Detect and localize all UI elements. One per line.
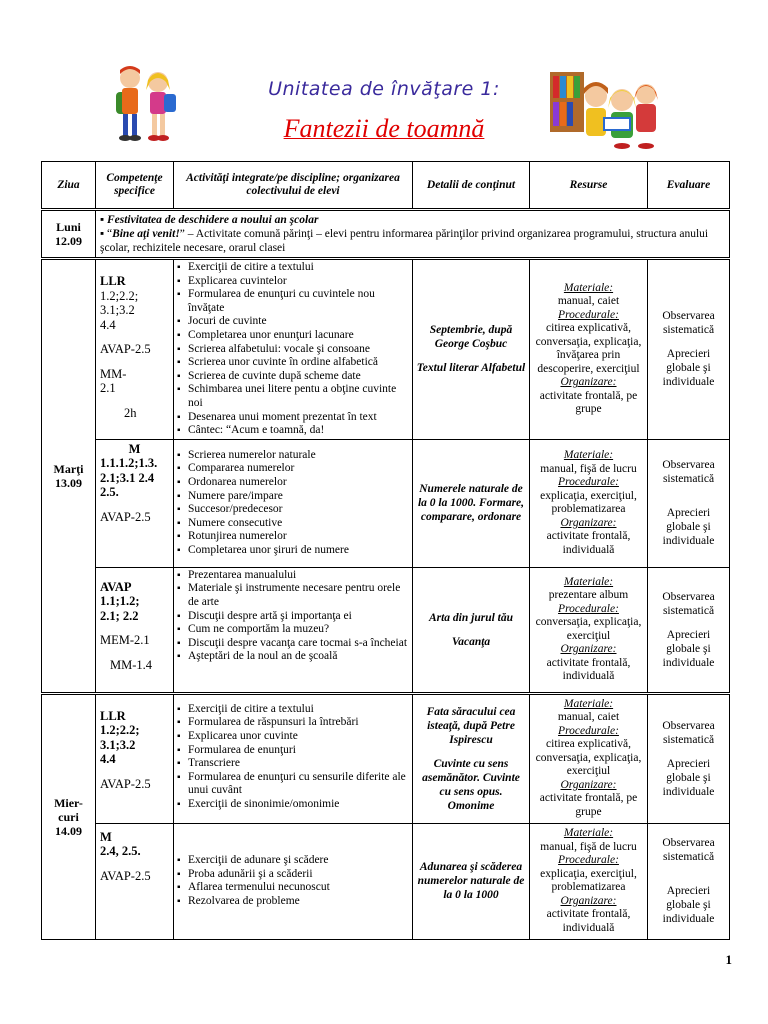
col-header-evaluation: Evaluare [648, 162, 730, 210]
procedures-label: Procedurale: [558, 724, 619, 737]
list-item: ▪ Proba adunării şi a scăderii [177, 868, 409, 882]
competence-code: AVAP-2.5 [100, 868, 151, 883]
col-header-activities: Activităţi integrate/pe discipline; organizarea colectivului de elevi [174, 162, 413, 210]
list-item: ▪ Rotunjirea numerelor [177, 530, 409, 544]
procedures-label: Procedurale: [558, 602, 619, 615]
content-details-cell: Numerele naturale de la 0 la 1000. Formare, comparare, ordonare [413, 439, 530, 567]
procedures-label: Procedurale: [558, 308, 619, 321]
competences-cell [96, 823, 174, 939]
resources-cell [530, 439, 648, 567]
list-item: ▪ Materiale şi instrumente necesare pentru orele de arte [177, 582, 409, 609]
resources-cell [530, 259, 648, 440]
activities-cell [174, 439, 413, 567]
organization-text: activitate frontală, individuală [546, 656, 631, 683]
day-name: Luni [56, 220, 81, 234]
day-name: Mier-curi [54, 795, 83, 824]
evaluation-observation: Observarea sistematică [662, 837, 715, 864]
materials-label: Materiale: [563, 281, 614, 294]
competences-cell [96, 567, 174, 693]
unit-title: Unitatea de învăţare 1: [268, 78, 500, 100]
parents-activity-text: – Activitate comună părinţi – elevi pentru informarea părinţilor privind organizarea programului, structura anului şcolar, rechizitele necesare, orarul clasei [100, 228, 709, 254]
list-item: ▪ Exerciţii de adunare şi scădere [177, 854, 409, 868]
competences-cell [96, 259, 174, 440]
organization-label: Organizare: [560, 894, 617, 907]
content-details-cell [413, 259, 530, 440]
list-item: ▪ Succesor/predecesor [177, 503, 409, 517]
list-item: ▪ Formularea de enunţuri cu sensurile diferite ale unui cuvânt [177, 771, 409, 798]
list-item: ▪ Cântec: “Acum e toamnă, da! [177, 424, 409, 438]
lesson-title: Fata săracului cea isteaţă, după Petre Ispirescu [426, 705, 516, 746]
list-item: ▪ Formularea de enunţuri [177, 744, 409, 758]
evaluation-cell [648, 693, 730, 823]
col-header-content-details: Detalii de conţinut [413, 162, 530, 210]
procedures-text: conversaţia, explicaţia, exerciţiul [535, 616, 642, 642]
list-item: ▪ Numere consecutive [177, 517, 409, 531]
evaluation-appraisal: Aprecieri globale şi individuale [662, 628, 715, 669]
list-item: ▪ Scrierea numerelor naturale [177, 449, 409, 463]
competences-cell [96, 693, 174, 823]
competence-code: 4.4 [100, 317, 116, 332]
subject-code: M [128, 441, 141, 456]
list-item: ▪ Exerciţii de sinonimie/omonimie [177, 798, 409, 812]
evaluation-observation: Observarea sistematică [662, 459, 715, 486]
list-item: ▪ Exerciţii de citire a textului [177, 703, 409, 717]
resources-cell [530, 567, 648, 693]
procedures-text: explicaţia, exerciţiul, problematizarea [540, 489, 637, 516]
materials-label: Materiale: [563, 827, 614, 840]
evaluation-appraisal: Aprecieri globale şi individuale [662, 757, 715, 798]
materials-text: manual, caiet [557, 295, 620, 308]
list-item: ▪ Discuţii despre artă şi importanţa ei [177, 610, 409, 624]
procedures-text: citirea explicativă, conversaţia, explicaţia, învăţarea prin descoperire, exerciţiul [535, 322, 642, 375]
list-item: ▪ Aflarea termenului necunoscut [177, 881, 409, 895]
list-item: ▪ Transcriere [177, 757, 409, 771]
subject-code: M [100, 829, 112, 844]
competence-code: 1.1.1.2;1.3. [100, 456, 158, 471]
competence-code: 1.1;1.2; [100, 594, 140, 609]
list-item: ▪ Formularea de enunţuri cu cuvintele nou învăţate [177, 288, 409, 315]
table-header-row [42, 162, 730, 210]
content-details-cell [413, 567, 530, 693]
content-details-cell: Adunarea şi scăderea numerelor naturale de la 0 la 1000 [413, 823, 530, 939]
table-row [42, 439, 730, 567]
list-item: ▪ Schimbarea unei litere pentu a obţine cuvinte noi [177, 383, 409, 410]
materials-text: manual, fişă de lucru [540, 840, 637, 853]
list-item: ▪ Explicarea cuvintelor [177, 275, 409, 289]
organization-label: Organizare: [560, 516, 617, 529]
competence-code: 2.4, 2.5. [100, 844, 141, 859]
subject-code: LLR [100, 274, 126, 288]
list-item: ▪ Scrierea alfabetului: vocale şi consoane [177, 343, 409, 357]
hours-count: 2h [124, 405, 137, 420]
list-item: ▪ Compararea numerelor [177, 462, 409, 476]
list-item: ▪ Desenarea unui moment prezentat în text [177, 411, 409, 425]
table-row [42, 823, 730, 939]
competences-cell [96, 439, 174, 567]
competence-code: 2.1 [100, 381, 116, 395]
table-row [42, 693, 730, 823]
day-date: 12.09 [55, 234, 82, 248]
evaluation-cell [648, 259, 730, 440]
day-date: 13.09 [55, 475, 82, 490]
subject-code: LLR [100, 708, 126, 723]
list-item: ▪ Formularea de răspunsuri la întrebări [177, 716, 409, 730]
lesson-topic: Cuvinte cu sens asemănător. Cuvinte cu sens opus. Omonime [422, 757, 520, 812]
list-item: ▪ Ordonarea numerelor [177, 476, 409, 490]
list-item: ▪ Scrierea de cuvinte după scheme date [177, 370, 409, 384]
list-item: ▪ Completarea unor enunţuri lacunare [177, 329, 409, 343]
list-item: ▪ Cum ne comportăm la muzeu? [177, 623, 409, 637]
competence-code: MEM-2.1 [100, 633, 150, 648]
list-item: ▪ Scrierea unor cuvinte în ordine alfabetică [177, 356, 409, 370]
list-item: ▪ “Bine aţi venit!” – Activitate comună părinţi – elevi pentru informarea părinţilor privind organizarea programului, structura anului şcolar, rechizitele necesare, orarul clasei [100, 228, 709, 254]
competence-code: 1.2;2.2; [100, 288, 139, 303]
opening-festivity-cell [96, 210, 730, 259]
table-row [42, 259, 730, 440]
lesson-topic: Vacanţa [451, 635, 491, 648]
list-item: ▪ Numere pare/impare [177, 490, 409, 504]
competence-code: AVAP-2.5 [100, 342, 151, 356]
competence-code: 3.1;3.2 [100, 737, 136, 752]
organization-text: activitate frontală, individuală [546, 530, 631, 556]
competence-code: AVAP-2.5 [100, 776, 151, 791]
subject-code: AVAP [100, 579, 132, 594]
day-cell-marti [42, 259, 96, 694]
children-reading-books-illustration [548, 66, 662, 152]
activities-cell [174, 259, 413, 440]
evaluation-observation: Observarea sistematică [662, 719, 715, 746]
competence-code: 2.1;3.1 2.4 [100, 470, 155, 485]
materials-label: Materiale: [563, 697, 614, 710]
festivity-title: Festivitatea de deschidere a noului an şcolar [106, 214, 319, 226]
competence-code: AVAP-2.5 [100, 509, 151, 524]
evaluation-appraisal: Aprecieri globale şi individuale [662, 885, 715, 926]
content-details-cell [413, 693, 530, 823]
materials-label: Materiale: [563, 449, 614, 462]
organization-text: activitate frontală, pe grupe [539, 792, 638, 818]
list-item: ▪ Exerciţii de citire a textului [177, 261, 409, 275]
organization-label: Organizare: [560, 643, 617, 656]
col-header-competences: Competenţe specifice [96, 162, 174, 210]
evaluation-cell [648, 823, 730, 939]
materials-text: prezentare album [548, 589, 629, 602]
competence-code: MM-1.4 [110, 657, 153, 672]
evaluation-cell [648, 439, 730, 567]
table-row [42, 210, 730, 259]
competence-code: 4.4 [100, 752, 116, 767]
organization-label: Organizare: [560, 778, 617, 791]
procedures-text: explicaţia, exerciţiul, problematizarea [540, 867, 637, 894]
table-row [42, 567, 730, 693]
day-cell-miercuri [42, 693, 96, 939]
materials-label: Materiale: [563, 575, 614, 588]
day-cell-luni [42, 210, 96, 259]
activities-cell [174, 693, 413, 823]
activities-cell [174, 823, 413, 939]
competence-code: 2.1; 2.2 [100, 608, 139, 623]
procedures-label: Procedurale: [558, 854, 619, 867]
list-item: ▪ Discuţii despre vacanţa care tocmai s-a încheiat [177, 637, 409, 651]
list-item: ▪ Prezentarea manualului [177, 569, 409, 583]
page-number: 1 [725, 952, 732, 967]
lesson-topic: Textul literar Alfabetul [416, 362, 526, 375]
lesson-title: Arta din jurul tău [428, 611, 514, 624]
col-header-resources: Resurse [530, 162, 648, 210]
list-item: ▪ Explicarea unor cuvinte [177, 730, 409, 744]
list-item: ▪ Jocuri de cuvinte [177, 315, 409, 329]
day-name: Marţi [53, 461, 84, 476]
theme-title: Fantezii de toamnă [283, 114, 485, 143]
procedures-label: Procedurale: [558, 476, 619, 489]
evaluation-appraisal: Aprecieri globale şi individuale [662, 348, 715, 389]
materials-text: manual, fişă de lucru [540, 462, 637, 475]
col-header-day: Ziua [42, 162, 96, 210]
day-date: 14.09 [55, 823, 82, 838]
organization-text: activitate frontală, pe grupe [539, 389, 638, 416]
list-item: ▪ Rezolvarea de probleme [177, 895, 409, 909]
list-item: ▪ Completarea unor şiruri de numere [177, 544, 409, 558]
organization-text: activitate frontală, individuală [546, 908, 631, 934]
evaluation-cell [648, 567, 730, 693]
competence-code: 1.2;2.2; [100, 723, 140, 738]
list-item: ▪ Festivitatea de deschidere a noului an şcolar [100, 214, 319, 226]
resources-cell [530, 693, 648, 823]
evaluation-observation: Observarea sistematică [662, 590, 715, 617]
lesson-title: Septembrie, după George Coşbuc [429, 324, 513, 351]
list-item: ▪ Aşteptări de la noul an de şcoală [177, 650, 409, 664]
resources-cell [530, 823, 648, 939]
evaluation-observation: Observarea sistematică [662, 310, 715, 337]
competence-code: MM- [100, 366, 127, 381]
competence-code: 3.1;3.2 [100, 303, 135, 317]
procedures-text: citirea explicativă, conversaţia, explicaţia, exerciţiul [535, 738, 642, 778]
evaluation-appraisal: Aprecieri globale şi individuale [662, 507, 715, 548]
organization-label: Organizare: [560, 376, 617, 389]
welcome-quote: Bine aţi venit! [112, 228, 180, 240]
weekly-plan-table [41, 161, 730, 940]
activities-cell [174, 567, 413, 693]
materials-text: manual, caiet [557, 711, 620, 724]
competence-code: 2.5. [100, 485, 119, 500]
